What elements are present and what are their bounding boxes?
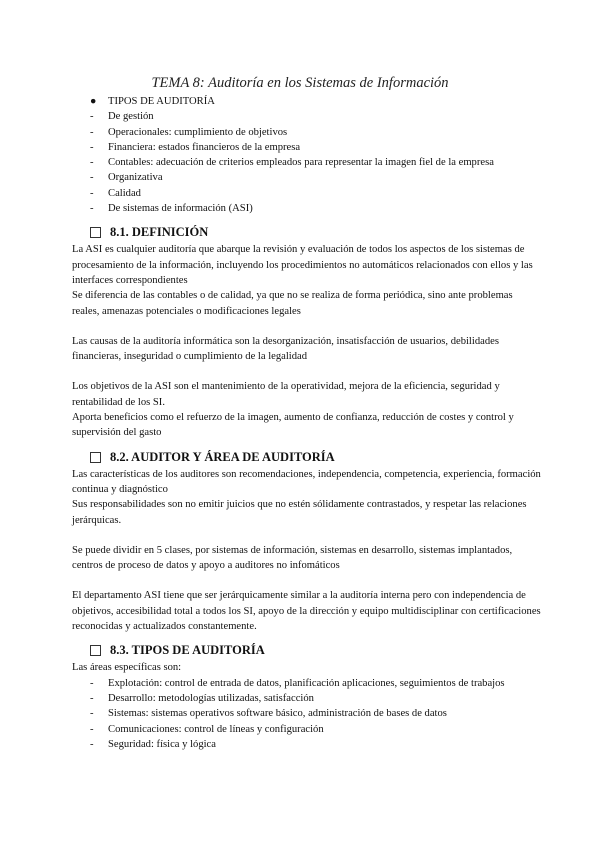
areas-list — [72, 676, 542, 752]
list-item: - De gestión — [90, 111, 154, 123]
paragraph: Las características de los auditores son recomendaciones, independencia, competencia, experiencia, formación continua y diagnóstico — [72, 468, 541, 495]
bullet-dot-icon: ● — [90, 96, 97, 107]
list-item: - Operacionales: cumplimiento de objetivos — [90, 126, 288, 138]
intro-heading: TIPOS DE AUDITORÍA — [108, 96, 215, 107]
section-heading-tipos: 8.3. TIPOS DE AUDITORÍA — [90, 642, 542, 659]
list-item: - Sistemas: sistemas operativos software básico, administración de bases de datos — [90, 708, 447, 720]
list-item: - Organizativa — [90, 172, 163, 184]
paragraph: Las áreas específicas son: — [72, 662, 182, 674]
paragraph: Los objetivos de la ASI son el mantenimiento de la operatividad, mejora de la eficiencia, seguridad y rentabilidad de los SI. — [72, 381, 500, 408]
list-item: - Seguridad: física y lógica — [90, 738, 216, 750]
section-heading-definicion: 8.1. DEFINICIÓN — [90, 224, 542, 241]
paragraph: Se puede dividir en 5 clases, por sistemas de información, sistemas en desarrollo, sistemas implantados, centros de proceso de datos y apoyo a auditores no infomáticos — [72, 544, 513, 572]
paragraph: Sus responsabilidades son no emitir juicios que no estén sólidamente contrastados, y respetar las relaciones jerárquicas. — [72, 499, 527, 526]
paragraph: Las causas de la auditoría informática son la desorganización, insatisfacción de usuarios, debilidades financieras, inseguridad o cumplimiento de la legalidad — [72, 335, 499, 363]
paragraph: Aporta beneficios como el refuerzo de la imagen, aumento de confianza, reducción de costes y control y supervisión del gasto — [72, 412, 514, 439]
list-item: - Contables: adecuación de criterios empleados para representar la imagen fiel de la empresa — [90, 157, 494, 169]
checkbox-square-icon — [90, 227, 101, 238]
list-item: - Calidad — [90, 187, 141, 199]
list-item: - Desarrollo: metodologías utilizadas, satisfacción — [90, 692, 314, 704]
checkbox-square-icon — [90, 452, 101, 463]
paragraph: La ASI es cualquier auditoría que abarque la revisión y evaluación de todos los aspectos de los sistemas de procesamiento de la información, incluyendo los procedimientos no automáticos relacionados con ellos y las interfaces correspondientes — [72, 244, 533, 286]
audit-types-list — [72, 109, 542, 216]
paragraph: Se diferencia de las contables o de calidad, ya que no se realiza de forma periódica, sino ante problemas reales, amenazas potenciales o modificaciones legales — [72, 290, 513, 317]
list-item: - Explotación: control de entrada de datos, planificación aplicaciones, seguimientos de trabajos — [90, 677, 505, 689]
paragraph: El departamento ASI tiene que ser jerárquicamente similar a la auditoría interna pero con independencia de objetivos, accesibilidad total a todos los SI, apoyo de la dirección y equipo multidisciplinar con certificaciones reconocidas y actualizados constantemente. — [72, 590, 541, 633]
intro-bullet — [90, 94, 542, 109]
section-heading-auditor: 8.2. AUDITOR Y ÁREA DE AUDITORÍA — [90, 449, 542, 466]
checkbox-square-icon — [90, 645, 101, 656]
document-body — [72, 94, 542, 752]
list-item: - De sistemas de información (ASI) — [90, 203, 253, 215]
document-title: TEMA 8: Auditoría en los Sistemas de Información — [151, 75, 449, 91]
list-item: - Financiera: estados financieros de la empresa — [90, 141, 301, 153]
list-item: - Comunicaciones: control de líneas y configuración — [90, 723, 324, 735]
